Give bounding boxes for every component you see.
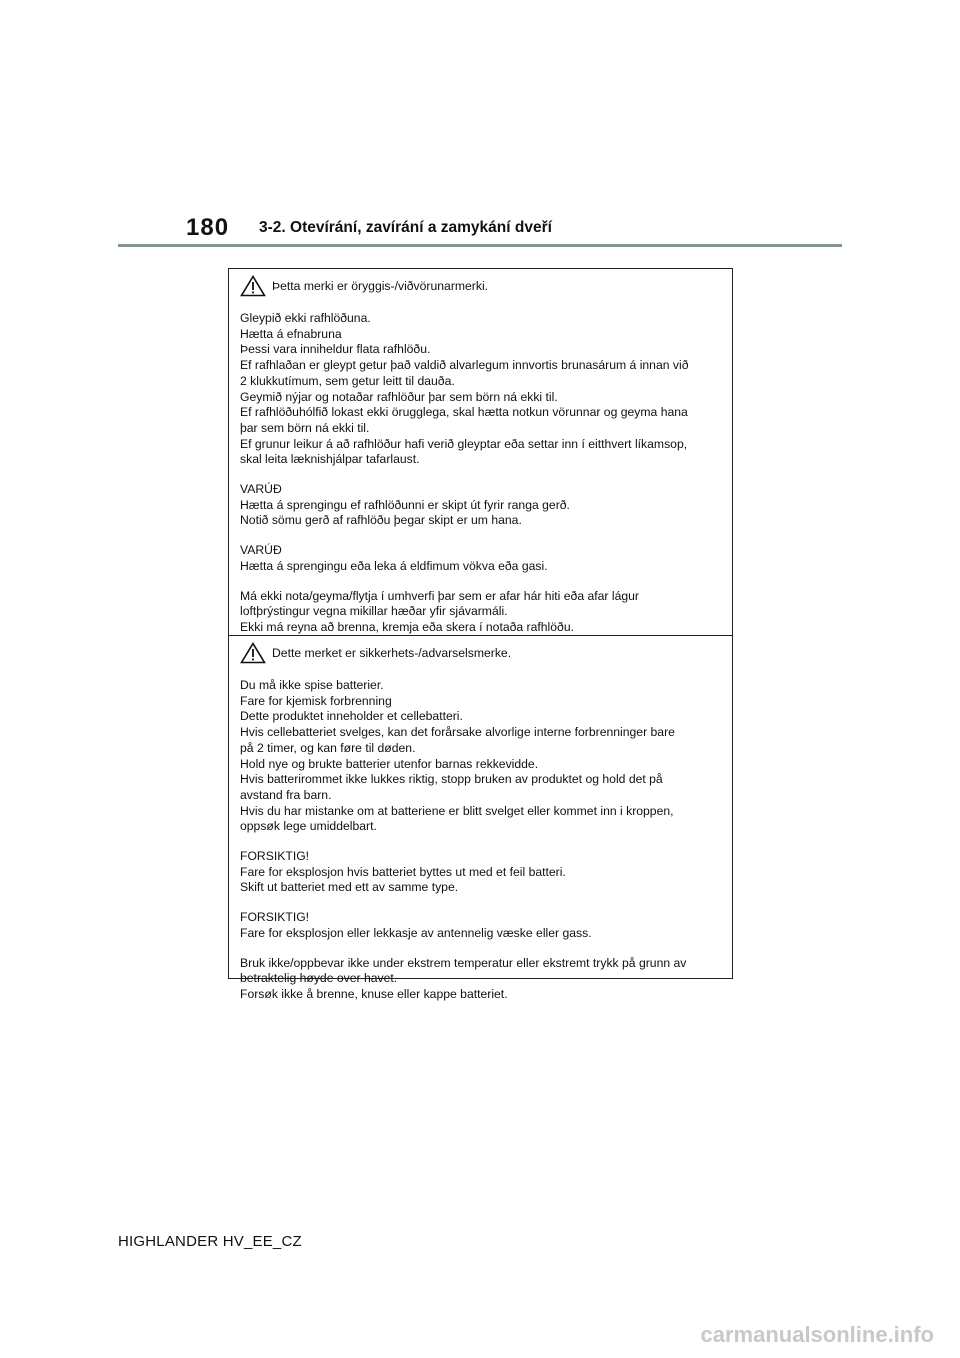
warning-text-line: avstand fra barn. (240, 787, 332, 802)
warning-paragraph (240, 910, 721, 941)
warning-text-line: loftþrýstingur vegna mikillar hæðar yfir sjávarmáli. (240, 604, 508, 619)
warning-text-line: Bruk ikke/oppbevar ikke under ekstrem temperatur eller ekstremt trykk på grunn av (240, 955, 687, 970)
warning-text-line: Fare for eksplosjon hvis batteriet byttes ut med et feil batteri. (240, 864, 566, 879)
warning-text-line: FORSIKTIG! (240, 849, 310, 864)
label-divider (229, 635, 732, 636)
warning-text-line: skal leita læknishjálpar tafarlaust. (240, 452, 420, 467)
warning-text-line: 2 klukkutímum, sem getur leitt til dauða. (240, 373, 455, 388)
warning-text-line: oppsøk lege umiddelbart. (240, 819, 377, 834)
warning-text-line: Dette produktet inneholder et cellebatteri. (240, 709, 463, 724)
warning-text-line: VARÚÐ (240, 482, 282, 497)
model-code-footer: HIGHLANDER HV_EE_CZ (118, 1233, 302, 1250)
warning-text-line: Hætta á sprengingu ef rafhlöðunni er skipt út fyrir ranga gerð. (240, 497, 570, 512)
warning-paragraph (240, 543, 721, 574)
warning-text-line: Fare for kjemisk forbrenning (240, 693, 392, 708)
warning-text-line: Du må ikke spise batterier. (240, 678, 384, 692)
warning-text-line: FORSIKTIG! (240, 910, 310, 925)
warning-text-line: betraktelig høyde over havet. (240, 971, 398, 986)
warning-text-line: Skift ut batteriet med ett av samme type. (240, 880, 459, 895)
watermark: carmanualsonline.info (700, 1322, 934, 1347)
warning-text-line: VARÚÐ (240, 543, 282, 558)
warning-text-line: Fare for eksplosjon eller lekkasje av antennelig væske eller gass. (240, 925, 592, 940)
warning-text-line: Geymið nýjar og notaðar rafhlöður þar sem börn ná ekki til. (240, 389, 558, 404)
norwegian-warning-text (240, 678, 721, 1003)
warning-text-line: på 2 timer, og kan føre til døden. (240, 740, 416, 755)
warning-text-line: Ef grunur leikur á að rafhlöður hafi verið gleyptar eða settar inn í eitthvert líkamsop, (240, 436, 688, 451)
warning-paragraph (240, 849, 721, 896)
warning-triangle-icon (240, 275, 266, 297)
warning-text-line: Ef rafhlaðan er gleypt getur það valdið alvarlegum innvortis brunasárum á innan við (240, 358, 689, 373)
section-title: 3-2. Otevírání, zavírání a zamykání dveří (259, 219, 552, 236)
icelandic-warning-heading: Þetta merki er öryggis-/viðvörunarmerki. (272, 279, 489, 293)
warning-paragraph (240, 311, 721, 468)
icelandic-warning-text (240, 311, 721, 636)
warning-text-line: Notið sömu gerð af rafhlöðu þegar skipt er um hana. (240, 513, 522, 528)
norwegian-warning-panel (229, 642, 732, 1017)
warning-text-line: Gleypið ekki rafhlöðuna. (240, 311, 371, 325)
norwegian-warning-heading-row (240, 642, 721, 664)
warning-text-line: Hold nye og brukte batterier utenfor barnas rekkevidde. (240, 756, 539, 771)
warning-text-line: Hvis cellebatteriet svelges, kan det forårsake alvorlige interne forbrenninger bare (240, 725, 675, 740)
norwegian-warning-heading: Dette merket er sikkerhets-/advarselsmerke. (272, 646, 512, 660)
warning-text-line: Hætta á efnabruna (240, 326, 342, 341)
warning-triangle-icon (240, 642, 266, 664)
warning-text-line: Ekki má reyna að brenna, kremja eða skera í notaða rafhlöðu. (240, 619, 574, 634)
warning-text-line: Forsøk ikke å brenne, knuse eller kappe batteriet. (240, 986, 508, 1001)
page-number: 180 (186, 214, 230, 241)
warning-paragraph (240, 482, 721, 529)
warning-text-line: Ef rafhlöðuhólfið lokast ekki örugglega, skal hætta notkun vörunnar og geyma hana (240, 405, 688, 420)
header-rule (118, 244, 842, 247)
icelandic-warning-heading-row (240, 275, 721, 297)
warning-paragraph (240, 589, 721, 636)
warning-text-line: Þessi vara inniheldur flata rafhlöðu. (240, 342, 431, 357)
warning-paragraph (240, 956, 721, 1003)
warning-text-line: Má ekki nota/geyma/flytja í umhverfi þar sem er afar hár hiti eða afar lágur (240, 588, 639, 603)
warning-paragraph (240, 678, 721, 835)
warning-text-line: Hvis du har mistanke om at batteriene er blitt svelget eller kommet inn i kroppen, (240, 803, 674, 818)
icelandic-warning-panel (229, 275, 732, 650)
warning-text-line: Hvis batterirommet ikke lukkes riktig, stopp bruken av produktet og hold det på (240, 772, 663, 787)
warning-text-line: þar sem börn ná ekki til. (240, 420, 370, 435)
warning-text-line: Hætta á sprengingu eða leka á eldfimum vökva eða gasi. (240, 558, 548, 573)
warning-label-box (228, 268, 733, 1001)
